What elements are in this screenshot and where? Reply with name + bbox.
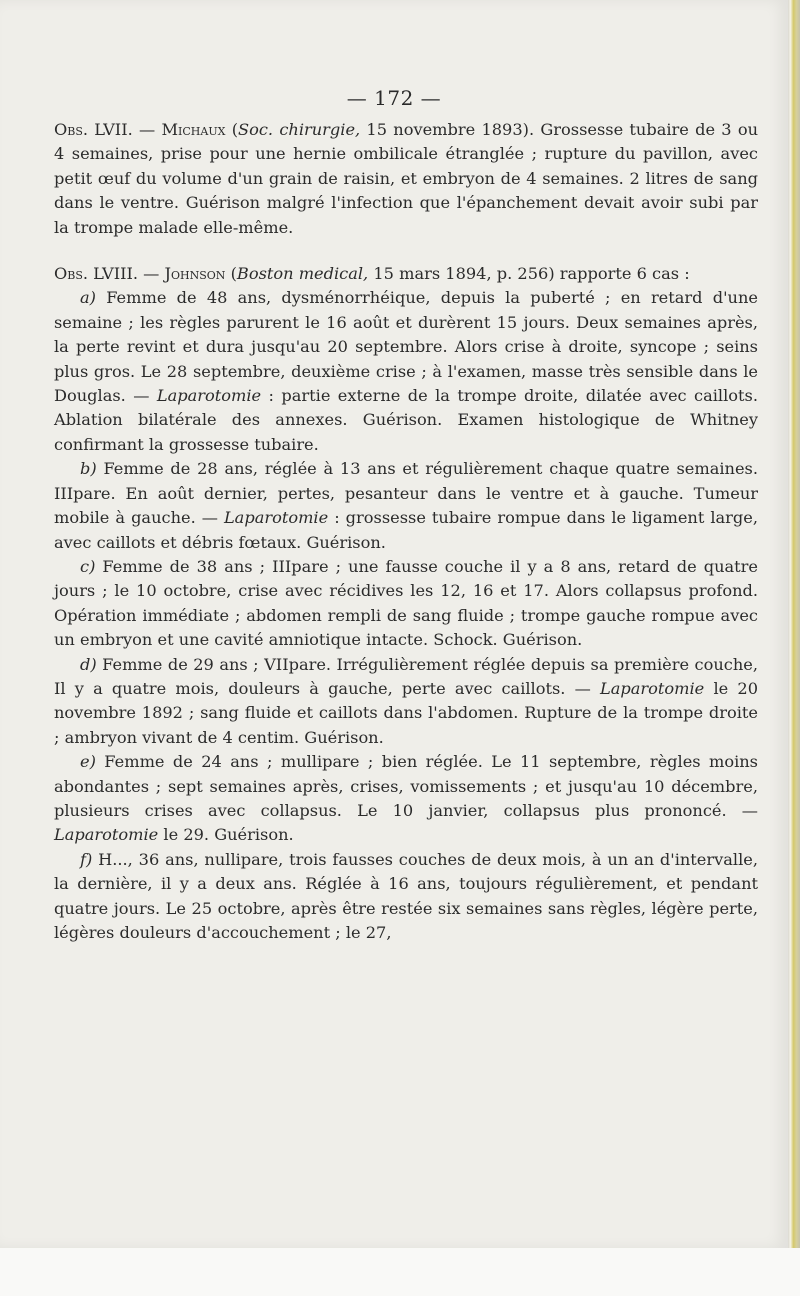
obs-author: Johnson: [164, 264, 226, 284]
case-c: [54, 555, 758, 653]
paragraph-gap: [54, 240, 758, 262]
case-letter: f): [80, 849, 93, 869]
case-e: [54, 750, 758, 848]
obs-label: Obs. LVIII. —: [54, 264, 160, 284]
case-emphasis: Laparotomie: [223, 508, 329, 528]
bottom-margin: [0, 1248, 800, 1296]
case-b: [54, 457, 758, 555]
page-edge: [788, 0, 800, 1248]
case-emphasis: Laparotomie: [156, 386, 262, 406]
case-text: Femme de 28 ans, réglée à 13 ans et régulièrement chaque quatre semaines. IIIpare. En août dernier, pertes, pesanteur dans le ventre et à gauche. Tumeur mobile à gauche. —: [54, 459, 758, 528]
case-text-cont: le 29. Guérison.: [158, 825, 294, 845]
obs-source: Soc. chirurgie,: [238, 120, 361, 139]
case-letter: e): [80, 752, 96, 772]
obs-source: Boston medical,: [236, 264, 369, 284]
case-f: [54, 848, 758, 946]
case-letter: b): [80, 459, 97, 479]
case-text: Femme de 48 ans, dysménorrhéique, depuis la puberté ; en retard d'une semaine ; les règles parurent le 16 août et durèrent 15 jours. Deux semaines après, la perte revint et dura jusqu'au 20 septembre. Alors crise à droite, syncope ; seins plus gros. Le 28 septembre, deuxième crise ; à l'examen, masse très sensible dans le Douglas. —: [54, 288, 758, 406]
case-a: [54, 286, 758, 457]
obs-author: Michaux: [161, 120, 226, 139]
case-letter: c): [80, 556, 96, 576]
source-open: (: [231, 120, 239, 139]
case-letter: d): [80, 654, 97, 674]
case-emphasis: Laparotomie: [54, 825, 159, 845]
obs-label: Obs. LVII. —: [54, 120, 156, 139]
case-text: Femme de 29 ans ; VIIpare. Irrégulièrement réglée depuis sa première couche, Il y a quatre mois, douleurs à gauche, perte avec caillots. —: [54, 654, 758, 698]
body-text: [54, 118, 758, 945]
case-emphasis: Laparotomie: [600, 678, 705, 698]
case-text-cont: : grossesse tubaire rompue dans le ligament large, avec caillots et débris fœtaux. Guérison.: [54, 508, 759, 552]
obs-text: 15 mars 1894, p. 256) rapporte 6 cas :: [368, 264, 690, 284]
page-number: — 172 —: [346, 86, 442, 110]
observation-58: [54, 262, 758, 286]
case-letter: a): [80, 288, 96, 308]
case-text: Femme de 24 ans ; mullipare ; bien réglée. Le 11 septembre, règles moins abondantes ; sept semaines après, crises, vomissements ; et jusqu'au 10 décembre, plusieurs crises avec collapsus. Le 10 janvier, collapsus plus prononcé. —: [54, 752, 758, 820]
case-text-cont: : partie externe de la trompe droite, dilatée avec caillots. Ablation bilatérale des annexes. Guérison. Examen histologique de Whitney confirmant la grossesse tubaire.: [54, 386, 758, 454]
case-text: Femme de 38 ans ; IIIpare ; une fausse couche il y a 8 ans, retard de quatre jours ; le 10 octobre, crise avec récidives les 12, 16 et 17. Alors collapsus profond. Opération immédiate ; abdomen rempli de sang fluide ; trompe gauche rompue avec un embryon et une cavité amniotique intacte. Schock. Guérison.: [54, 556, 758, 650]
case-d: [54, 653, 758, 751]
source-open: (: [230, 264, 237, 284]
case-text: H..., 36 ans, nullipare, trois fausses couches de deux mois, à un an d'intervalle, la dernière, il y a deux ans. Réglée à 16 ans, toujours régulièrement, et pendant quatre jours. Le 25 octobre, après être restée six semaines sans règles, légère perte, légères douleurs d'accouchement ; le 27,: [54, 849, 758, 942]
case-text-cont: le 20 novembre 1892 ; sang fluide et caillots dans l'abdomen. Rupture de la trompe droite ; ambryon vivant de 4 centim. Guérison.: [54, 678, 758, 747]
observation-57: [54, 118, 758, 240]
obs-text: 15 novembre 1893). Grossesse tubaire de 3 ou 4 semaines, prise pour une hernie ombilicale étranglée ; rupture du pavillon, avec petit œuf du volume d'un grain de raisin, et embryon de 4 semaines. 2 litres de sang dans le ventre. Guérison malgré l'infection que l'épanchement devait avoir subi par la trompe malade elle-même.: [54, 120, 759, 237]
